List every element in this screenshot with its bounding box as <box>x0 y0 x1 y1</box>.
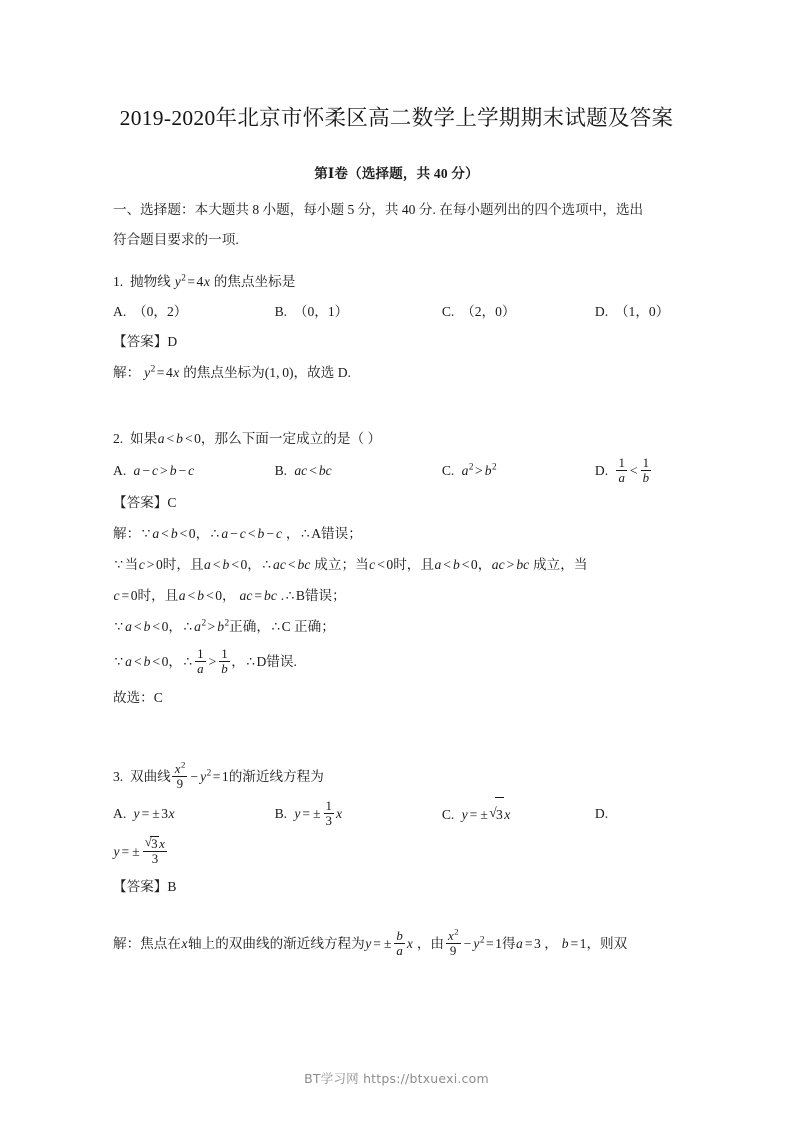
math-point-1-0: (1, 0) <box>264 365 294 380</box>
question-3-stem-suffix: 的渐近线方程为 <box>228 769 324 784</box>
question-3-stem-prefix: 双曲线 <box>130 769 171 784</box>
answer-value: C <box>167 495 177 510</box>
math-4: 4 <box>196 274 204 289</box>
fraction-x2-over-9: $\frac{x^2}{9}$ <box>171 762 189 791</box>
question-1-stem <box>113 265 680 297</box>
section-heading: 第Ⅰ卷（选择题，共 40 分） <box>314 166 479 181</box>
question-2-solution-line-2: ∵ 当c > 0时，且a < b < 0， ∴ ac < bc 成立；当c < 0时，且a < b < 0，ac > bc 成立，当 <box>114 557 588 572</box>
option-d[interactable] <box>595 297 680 327</box>
option-b[interactable]: B. ac < bc <box>274 463 332 478</box>
question-2-solution-line-1: 解： ∵ a < b < 0， ∴ a − c < b − c ， ∴ A错误； <box>113 526 362 541</box>
solution-mid: 的焦点坐标为 <box>183 365 265 380</box>
question-2-options <box>113 454 680 488</box>
question-3-number: 3. <box>113 769 124 784</box>
option-b[interactable]: B. y = ± $\frac{1}{3}$ x <box>274 797 343 828</box>
option-c[interactable]: C. y = ± √ 3 x <box>442 797 595 832</box>
question-2-solution-line-4: ∵ a < b < 0， ∴ $a^2 > b^2$正确， ∴ C 正确； <box>114 617 335 634</box>
option-b-label: B. <box>274 806 288 821</box>
option-b-label: B. <box>274 463 288 478</box>
option-b-label: B. <box>274 304 288 319</box>
question-3 <box>113 755 680 964</box>
option-a-label: A. <box>113 304 127 319</box>
option-c[interactable]: C. $a^2 > b^2$ <box>441 461 497 478</box>
question-1 <box>113 265 680 388</box>
option-b[interactable] <box>275 297 442 327</box>
answer-label: 【答案】 <box>113 334 168 349</box>
instruction-line-1: 一、选择题：本大题共 8 小题，每小题 5 分，共 40 分. 在每小题列出的四个选项中，选出 <box>113 202 644 217</box>
answer-value: D <box>167 334 178 349</box>
math-a: a <box>157 431 165 446</box>
question-2-solution-line-3: c = 0时，且a < b < 0， ac = bc . ∴ B错误； <box>113 588 346 603</box>
question-2-conclusion: 故选：C <box>113 690 163 705</box>
fraction-1-over-b: $\frac{1}{b}$ <box>221 645 228 676</box>
page-title: 2019-2020年北京市怀柔区高二数学上学期期末试题及答案 <box>119 106 674 130</box>
solution-tail: ，故选 D. <box>293 365 351 380</box>
question-1-stem-suffix: 的焦点坐标是 <box>213 274 296 289</box>
math-x: x <box>203 274 210 289</box>
math-lt: < <box>184 431 193 446</box>
question-1-options <box>113 297 680 327</box>
option-c-label: C. <box>441 807 455 822</box>
fraction-sqrt3x-over-3: √ $\frac{3 x}{3}$ <box>141 836 169 866</box>
option-a[interactable]: A. a − c > b − c <box>113 463 195 478</box>
option-b-text: （0，1） <box>293 304 349 319</box>
question-2 <box>113 422 680 713</box>
fraction-1-over-3: $\frac{1}{3}$ <box>325 797 332 828</box>
answer-label: 【答案】 <box>113 879 168 894</box>
footer-watermark <box>0 1069 793 1087</box>
answer-label: 【答案】 <box>113 495 168 510</box>
question-3-stem: 3. 双曲线 $\frac{x^2}{9}$ − $y^2 = 1$的渐近线方程为 <box>113 759 324 791</box>
question-1-answer <box>113 327 680 357</box>
question-1-stem-prefix: 抛物线 <box>130 274 171 289</box>
question-2-stem-suffix: ，那么下面一定成立的是（ ） <box>200 431 382 446</box>
question-2-solution-line-5: ∵ a < b < 0， ∴ $\frac{1}{a}$ > $\frac{1}{b}$ ， ∴ D错误. <box>114 645 297 676</box>
question-2-stem <box>113 422 680 454</box>
question-3-option-d-wrapped: y = ± √ $\frac{3 x}{3}$ <box>113 832 680 872</box>
math-exponent-2: 2 <box>150 363 156 374</box>
option-d-label: D. <box>594 304 609 319</box>
math-4: 4 <box>165 365 173 380</box>
math-lt: < <box>166 431 175 446</box>
fraction-1-over-b: $\frac{1}{b}$ <box>642 454 650 485</box>
math-exponent-2: 2 <box>181 272 186 283</box>
spacer <box>113 388 680 422</box>
fraction-1-over-a: $\frac{1}{a}$ <box>197 645 204 676</box>
question-3-answer <box>113 872 680 902</box>
spacer <box>113 255 680 265</box>
math-x: x <box>173 365 180 380</box>
option-c[interactable] <box>442 297 595 327</box>
solution-lead: 解： <box>113 365 141 380</box>
math-0: 0 <box>194 431 201 446</box>
option-a[interactable]: A. y = ± 3x <box>113 806 175 821</box>
option-d-label: D. <box>594 806 609 821</box>
answer-value: B <box>167 879 177 894</box>
math-b: b <box>176 431 183 446</box>
question-2-number: 2. <box>113 431 124 446</box>
sqrt-3: √ 3 <box>145 836 159 851</box>
math-y: y <box>174 274 181 289</box>
option-c-text: （2，0） <box>461 304 516 319</box>
document-body <box>113 162 680 964</box>
math-equals: = <box>156 365 165 380</box>
fraction-1-over-a: $\frac{1}{a}$ <box>618 454 625 485</box>
fraction-b-over-a: $\frac{b}{a}$ <box>396 927 403 958</box>
fraction-x2-over-9: $\frac{x^2}{9}$ <box>444 929 462 958</box>
instruction-line-2: 符合题目要求的一项. <box>113 232 239 247</box>
option-a-label: A. <box>113 463 127 478</box>
option-d-text: （1，0） <box>614 304 670 319</box>
option-a-label: A. <box>113 806 127 821</box>
question-3-solution: 解：焦点在x轴上的双曲线的渐近线方程为y = ± $\frac{b}{a}$ x ，由 $\frac{x^2}{9}$ − $y^2 = 1$得a = 3 ， b = 1，则双 <box>113 926 628 958</box>
spacer <box>113 713 680 755</box>
spacer <box>113 902 680 924</box>
question-3-options <box>113 797 680 832</box>
footer-site-name: BT学习网 <box>304 1071 359 1086</box>
footer-url: https://btxuexi.com <box>363 1071 489 1086</box>
question-1-solution <box>113 357 680 388</box>
sqrt-3: √ 3 <box>489 797 504 832</box>
question-2-answer <box>113 488 680 518</box>
question-2-stem-prefix: 如果 <box>130 431 158 446</box>
option-a-text: （0，2） <box>133 304 188 319</box>
math-y: y <box>144 365 151 380</box>
math-equals: = <box>187 274 196 289</box>
option-d[interactable] <box>595 797 680 832</box>
option-c-label: C. <box>441 463 455 478</box>
option-a[interactable] <box>113 297 275 327</box>
option-c-label: C. <box>441 304 455 319</box>
question-1-number: 1. <box>113 274 124 289</box>
option-d-label: D. <box>594 463 609 478</box>
option-d[interactable]: D. $\frac{1}{a}$ < $\frac{1}{b}$ <box>595 454 680 488</box>
